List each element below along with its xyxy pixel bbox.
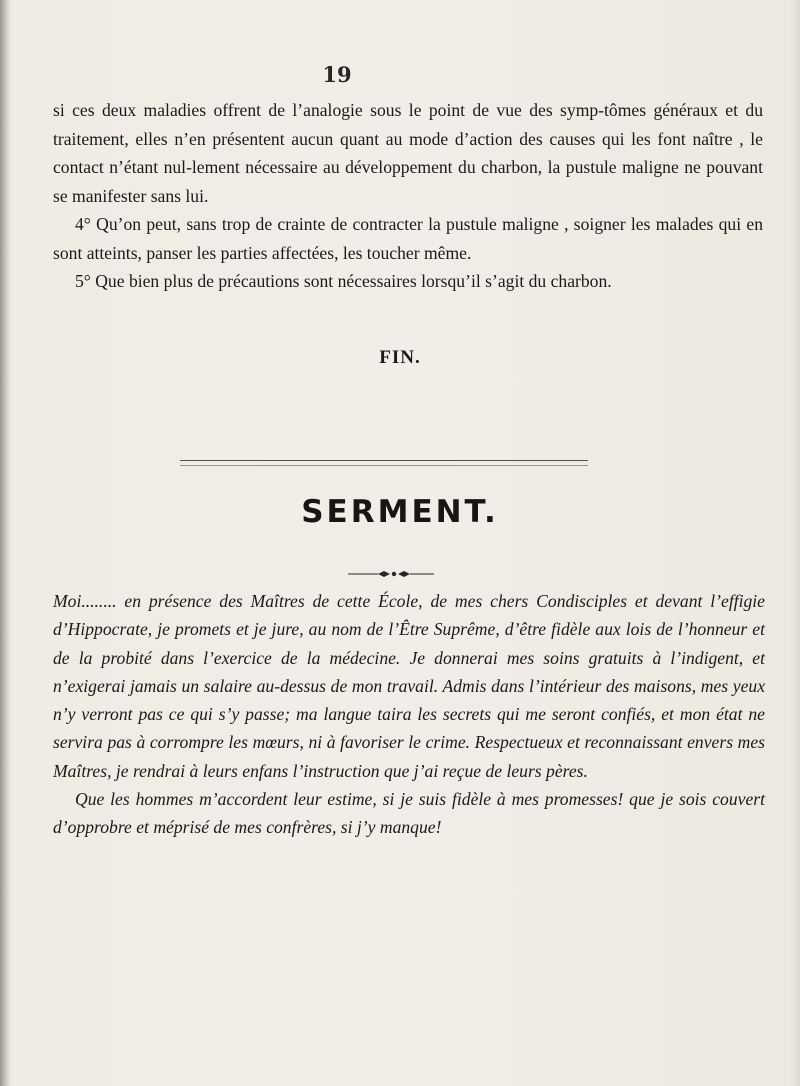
paragraph: 4° Qu’on peut, sans trop de crainte de contracter la pustule maligne , soigner les malades qui en sont atteints, panser les parties affectées, les toucher même. xyxy=(53,214,763,263)
paragraph: si ces deux maladies offrent de l’analogie sous le point de vue des symp-tômes généraux et du traitement, elles n’en présentent aucun quant au mode d’action des causes qui les font naître , le contact n’étant nul-lement nécessaire au développement du charbon, la pustule maligne ne pouvant se manifester sans lui. xyxy=(53,100,763,206)
section-rule xyxy=(180,460,588,461)
oath-paragraph: Moi........ en présence des Maîtres de cette École, de mes chers Condisciples et devant l’effigie d’Hippocrate, je promets et je jure, au nom de l’Être Suprême, d’être fidèle aux lois de l’honneur et de la probité dans l’exercice de la médecine. Je donnerai mes soins gratuits à l’indigent, et n’exigerai jamais un salaire au-dessus de mon travail. Admis dans l’intérieur des maisons, mes yeux n’y verront pas ce qui s’y passe; ma langue taira les secrets qui me seront confiés, et mon état ne servira pas à corrompre les mœurs, ni à favoriser le crime. Respectueux et reconnaissant envers mes Maîtres, je rendrai à leurs enfans l’instruction que j’ai reçue de leurs pères. xyxy=(53,591,765,781)
body-text xyxy=(53,96,763,296)
ornament-divider xyxy=(348,569,434,579)
section-rule-thin xyxy=(180,465,588,466)
oath-text xyxy=(53,587,765,842)
serment-heading: SERMENT. xyxy=(301,494,499,530)
oath-paragraph: Que les hommes m’accordent leur estime, si je suis fidèle à mes promesses! que je sois couvert d’opprobre et méprisé de mes confrères, si j’y manque! xyxy=(53,789,765,838)
paragraph: 5° Que bien plus de précautions sont nécessaires lorsqu’il s’agit du charbon. xyxy=(75,271,612,291)
page-binding-edge xyxy=(0,0,9,1086)
page-number: 19 xyxy=(322,62,352,87)
fin-label: FIN. xyxy=(379,347,421,368)
